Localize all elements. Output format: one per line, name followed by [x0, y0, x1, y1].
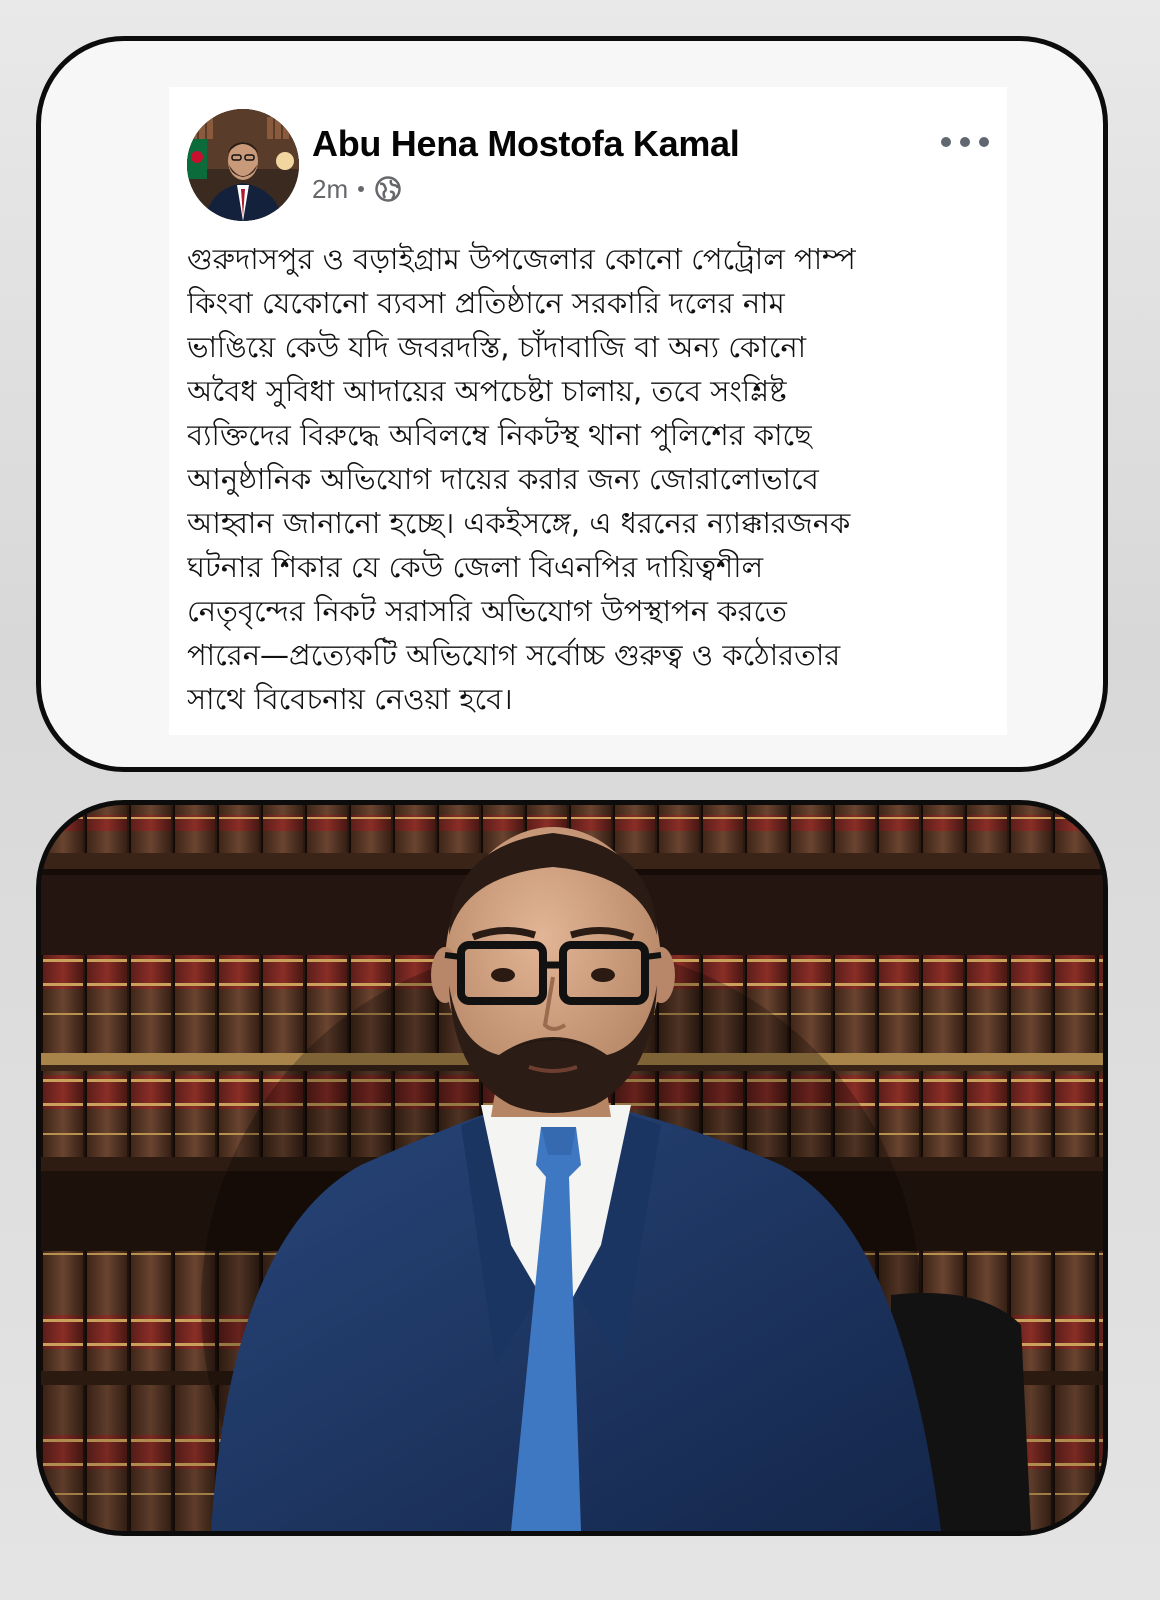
post-body — [187, 237, 987, 721]
portrait-photo — [41, 805, 1103, 1531]
avatar[interactable] — [187, 109, 299, 221]
post-line: ব্যক্তিদের বিরুদ্ধে অবিলম্বে নিকটস্থ থানা পুলিশের কাছে — [187, 418, 812, 452]
post-line: আহ্বান জানানো হচ্ছে। একইসঙ্গে, এ ধরনের ন্যাক্কারজনক — [187, 506, 851, 540]
post-line: গুরুদাসপুর ও বড়াইগ্রাম উপজেলার কোনো পেট্রোল পাম্প — [187, 242, 856, 276]
post-line: ভাঙিয়ে কেউ যদি জবরদস্তি, চাঁদাবাজি বা অন্য কোনো — [187, 330, 807, 364]
post-line: আনুষ্ঠানিক অভিযোগ দায়ের করার জন্য জোরালোভাবে — [187, 462, 819, 496]
post-line: ঘটনার শিকার যে কেউ জেলা বিএনপির দায়িত্বশীল — [187, 550, 764, 584]
post-line: পারেন—প্রত্যেকটি অভিযোগ সর্বোচ্চ গুরুত্ব ও কঠোরতার — [187, 638, 841, 672]
post-frame — [36, 36, 1108, 772]
post-meta — [312, 171, 402, 207]
post-line: সাথে বিবেচনায় নেওয়া হবে। — [187, 682, 513, 716]
post-line: কিংবা যেকোনো ব্যবসা প্রতিষ্ঠানে সরকারি দলের নাম — [187, 286, 785, 320]
separator-dot — [358, 186, 364, 192]
photo-frame — [36, 800, 1108, 1536]
more-horizontal-icon — [941, 137, 951, 147]
more-dot — [960, 137, 970, 147]
more-dot — [979, 137, 989, 147]
post-timestamp[interactable]: 2m — [312, 173, 349, 204]
post-line: নেতৃবৃন্দের নিকট সরাসরি অভিযোগ উপস্থাপন করতে — [187, 594, 787, 628]
more-options-button[interactable] — [941, 131, 989, 153]
post-card — [169, 87, 1007, 735]
post-line: অবৈধ সুবিধা আদায়ের অপচেষ্টা চালায়, তবে সংশ্লিষ্ট — [187, 374, 787, 408]
avatar-image — [187, 109, 299, 221]
author-name[interactable]: Abu Hena Mostofa Kamal — [312, 123, 740, 164]
globe-icon[interactable] — [374, 175, 402, 203]
